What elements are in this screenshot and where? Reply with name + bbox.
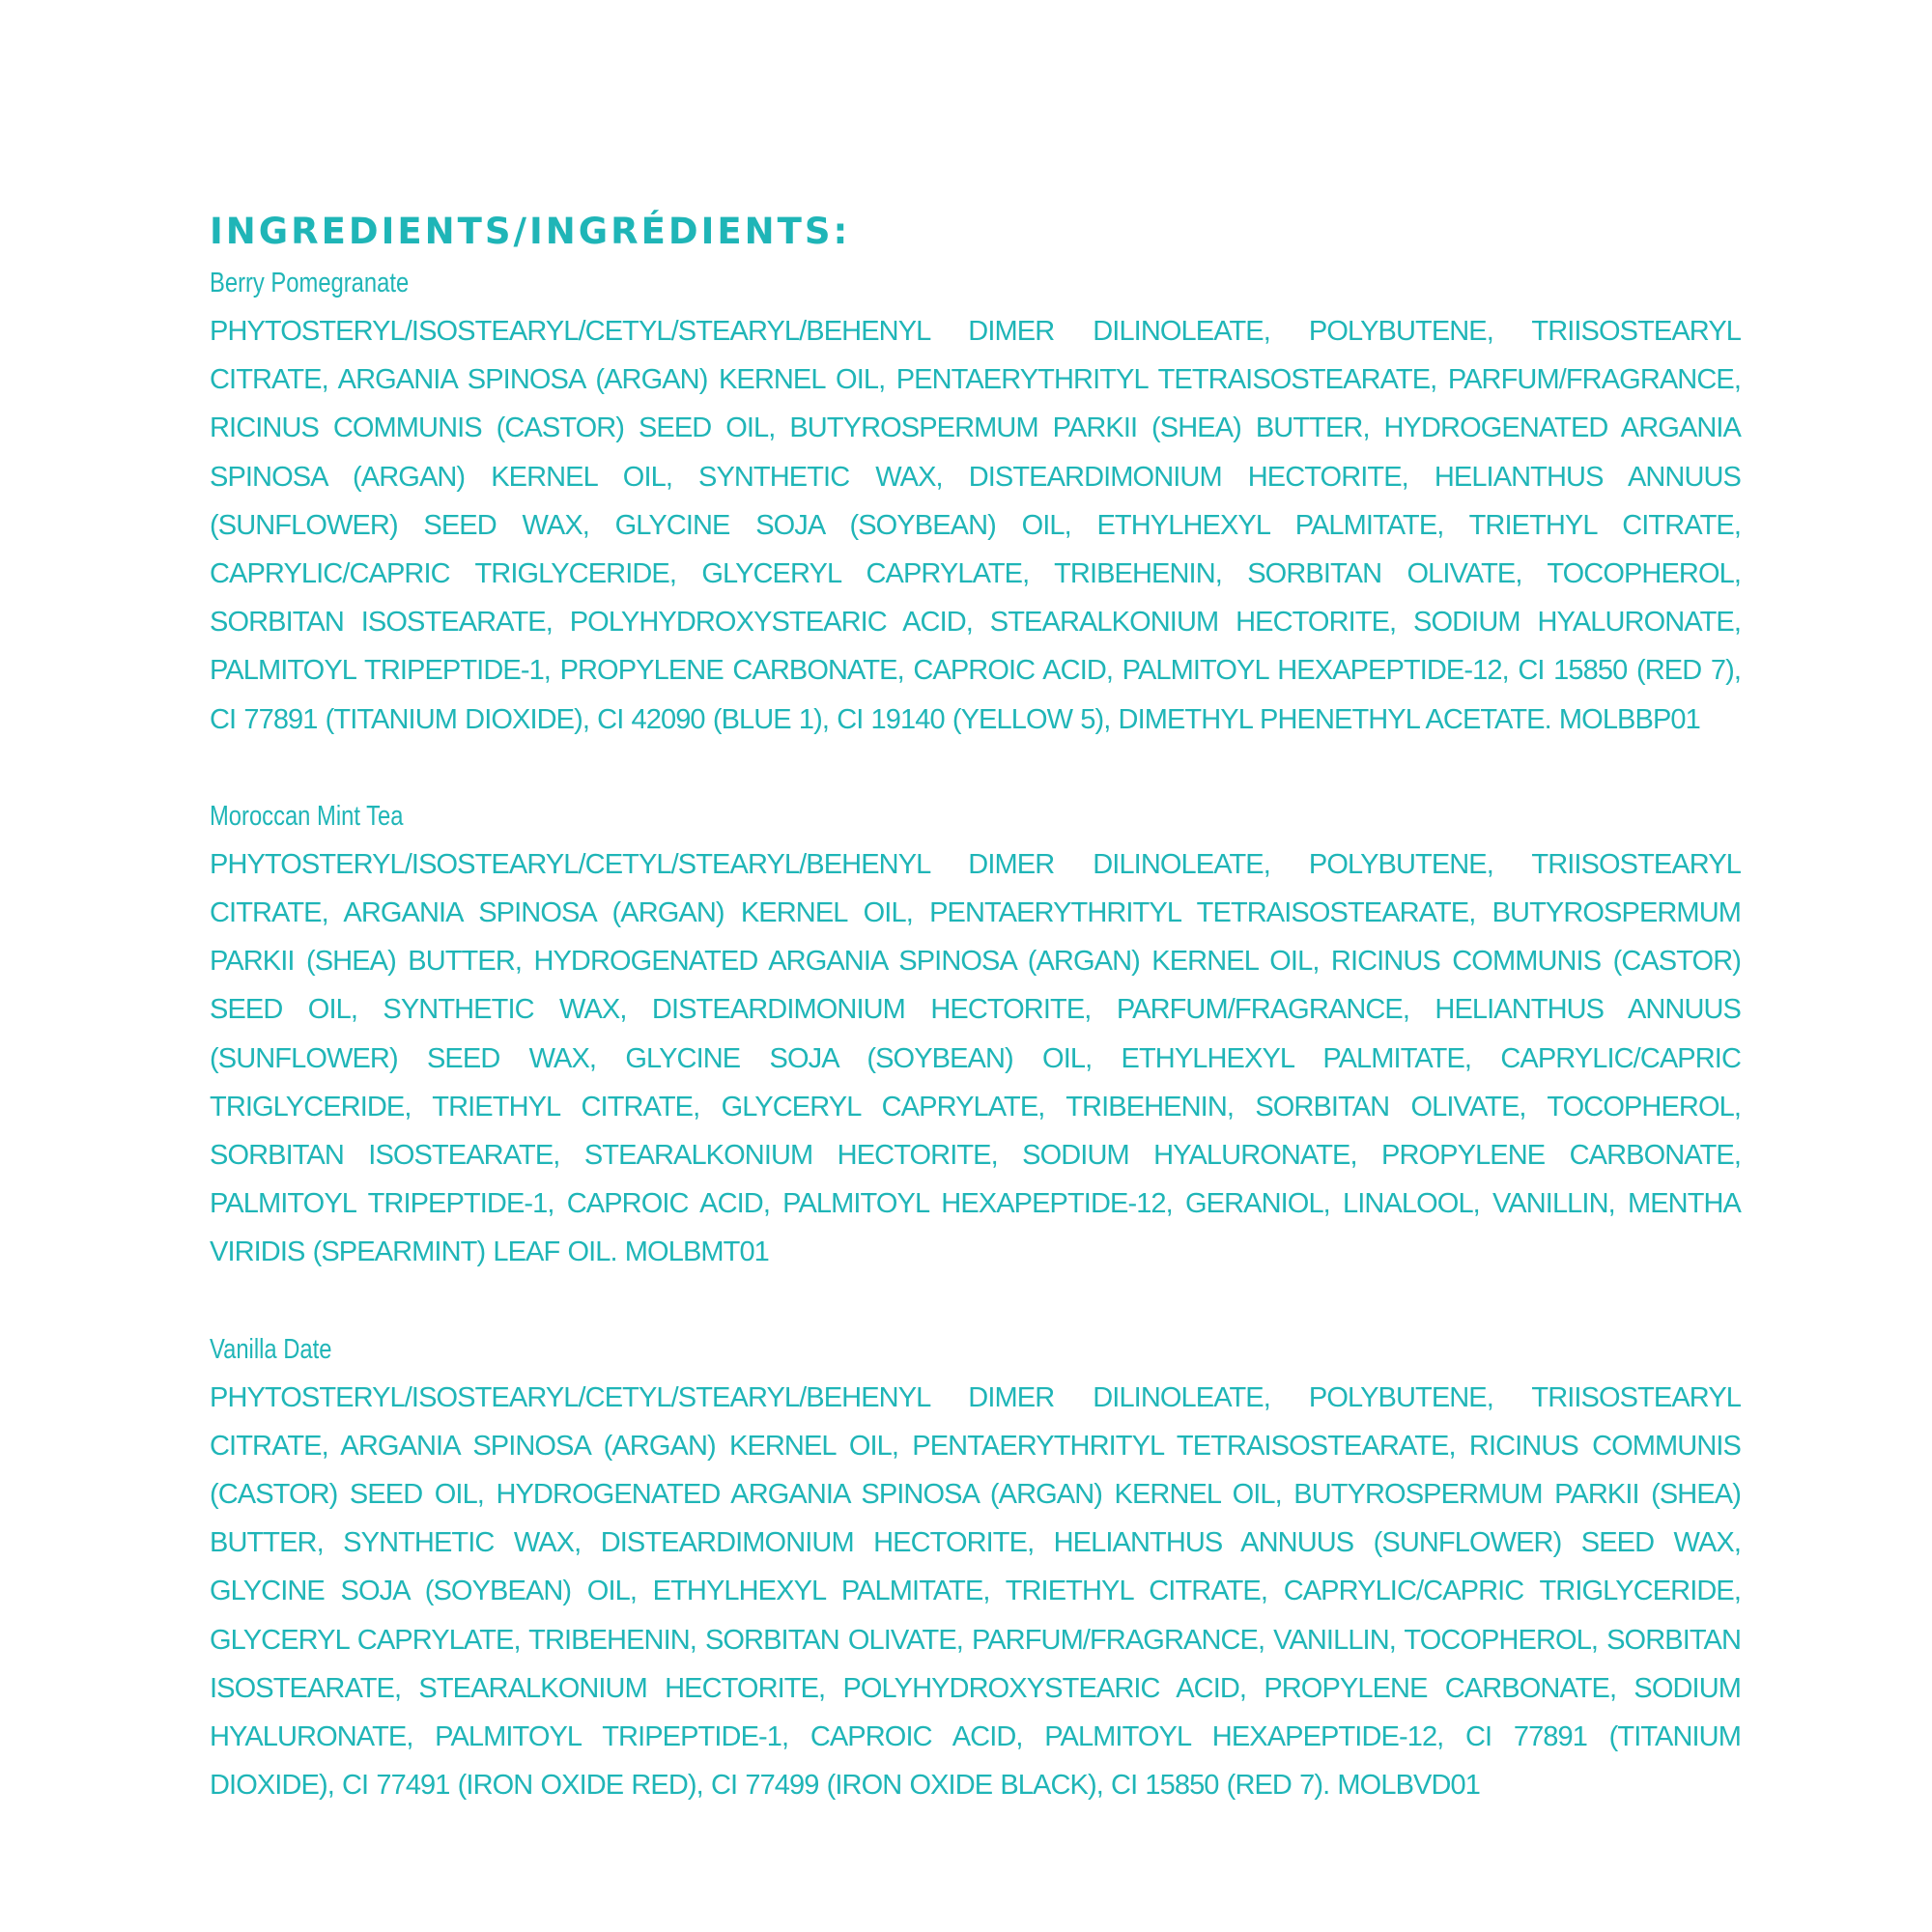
variant-name: Vanilla Date — [210, 1333, 332, 1365]
variant-name: Moroccan Mint Tea — [210, 800, 404, 832]
section-moroccan-mint-tea — [210, 792, 1741, 1277]
variant-name: Berry Pomegranate — [210, 268, 410, 298]
ingredient-list: PHYTOSTERYL/ISOSTEARYL/CETYL/STEARYL/BEHENYL DIMER DILINOLEATE, POLYBUTENE, TRIISOSTEARYL CITRATE, ARGANIA SPINOSA (ARGAN) KERNEL OIL, PENTAERYTHRITYL TETRAISOSTEARATE, BUTYROSPERMUM PARKII (SHEA) BUTTER, HYDROGENATED ARGANIA SPINOSA (ARGAN) KERNEL OIL, RICINUS COMMUNIS (CASTOR) SEED OIL, SYNTHETIC WAX, DISTEARDIMONIUM HECTORITE, PARFUM/FRAGRANCE, HELIANTHUS ANNUUS (SUNFLOWER) SEED WAX, GLYCINE SOJA (SOYBEAN) OIL, ETHYLHEXYL PALMITATE, CAPRYLIC/CAPRIC TRIGLYCERIDE, TRIETHYL CITRATE, GLYCERYL CAPRYLATE, TRIBEHENIN, SORBITAN OLIVATE, TOCOPHEROL, SORBITAN ISOSTEARATE, STEARALKONIUM HECTORITE, SODIUM HYALURONATE, PROPYLENE CARBONATE, PALMITOYL TRIPEPTIDE-1, CAPROIC ACID, PALMITOYL HEXAPEPTIDE-12, GERANIOL, LINALOOL, VANILLIN, MENTHA VIRIDIS (SPEARMINT) LEAF OIL. MOLBMT01 — [210, 848, 1741, 1268]
page-title: INGREDIENTS/INGRÉDIENTS: — [210, 211, 851, 252]
ingredients-page — [210, 205, 1741, 1858]
section-berry-pomegranate — [210, 259, 1741, 744]
ingredient-list: PHYTOSTERYL/ISOSTEARYL/CETYL/STEARYL/BEHENYL DIMER DILINOLEATE, POLYBUTENE, TRIISOSTEARYL CITRATE, ARGANIA SPINOSA (ARGAN) KERNEL OIL, PENTAERYTHRITYL TETRAISOSTEARATE, PARFUM/FRAGRANCE, RICINUS COMMUNIS (CASTOR) SEED OIL, BUTYROSPERMUM PARKII (SHEA) BUTTER, HYDROGENATED ARGANIA SPINOSA (ARGAN) KERNEL OIL, SYNTHETIC WAX, DISTEARDIMONIUM HECTORITE, HELIANTHUS ANNUUS (SUNFLOWER) SEED WAX, GLYCINE SOJA (SOYBEAN) OIL, ETHYLHEXYL PALMITATE, TRIETHYL CITRATE, CAPRYLIC/CAPRIC TRIGLYCERIDE, GLYCERYL CAPRYLATE, TRIBEHENIN, SORBITAN OLIVATE, TOCOPHEROL, SORBITAN ISOSTEARATE, POLYHYDROXYSTEARIC ACID, STEARALKONIUM HECTORITE, SODIUM HYALURONATE, PALMITOYL TRIPEPTIDE-1, PROPYLENE CARBONATE, CAPROIC ACID, PALMITOYL HEXAPEPTIDE-12, CI 15850 (RED 7), CI 77891 (TITANIUM DIOXIDE), CI 42090 (BLUE 1), CI 19140 (YELLOW 5), DIMETHYL PHENETHYL ACETATE. MOLBBP01 — [210, 316, 1741, 735]
section-vanilla-date — [210, 1325, 1741, 1810]
ingredient-list: PHYTOSTERYL/ISOSTEARYL/CETYL/STEARYL/BEHENYL DIMER DILINOLEATE, POLYBUTENE, TRIISOSTEARYL CITRATE, ARGANIA SPINOSA (ARGAN) KERNEL OIL, PENTAERYTHRITYL TETRAISOSTEARATE, RICINUS COMMUNIS (CASTOR) SEED OIL, HYDROGENATED ARGANIA SPINOSA (ARGAN) KERNEL OIL, BUTYROSPERMUM PARKII (SHEA) BUTTER, SYNTHETIC WAX, DISTEARDIMONIUM HECTORITE, HELIANTHUS ANNUUS (SUNFLOWER) SEED WAX, GLYCINE SOJA (SOYBEAN) OIL, ETHYLHEXYL PALMITATE, TRIETHYL CITRATE, CAPRYLIC/CAPRIC TRIGLYCERIDE, GLYCERYL CAPRYLATE, TRIBEHENIN, SORBITAN OLIVATE, PARFUM/FRAGRANCE, VANILLIN, TOCOPHEROL, SORBITAN ISOSTEARATE, STEARALKONIUM HECTORITE, POLYHYDROXYSTEARIC ACID, PROPYLENE CARBONATE, SODIUM HYALURONATE, PALMITOYL TRIPEPTIDE-1, CAPROIC ACID, PALMITOYL HEXAPEPTIDE-12, CI 77891 (TITANIUM DIOXIDE), CI 77491 (IRON OXIDE RED), CI 77499 (IRON OXIDE BLACK), CI 15850 (RED 7). MOLBVD01 — [210, 1381, 1741, 1802]
